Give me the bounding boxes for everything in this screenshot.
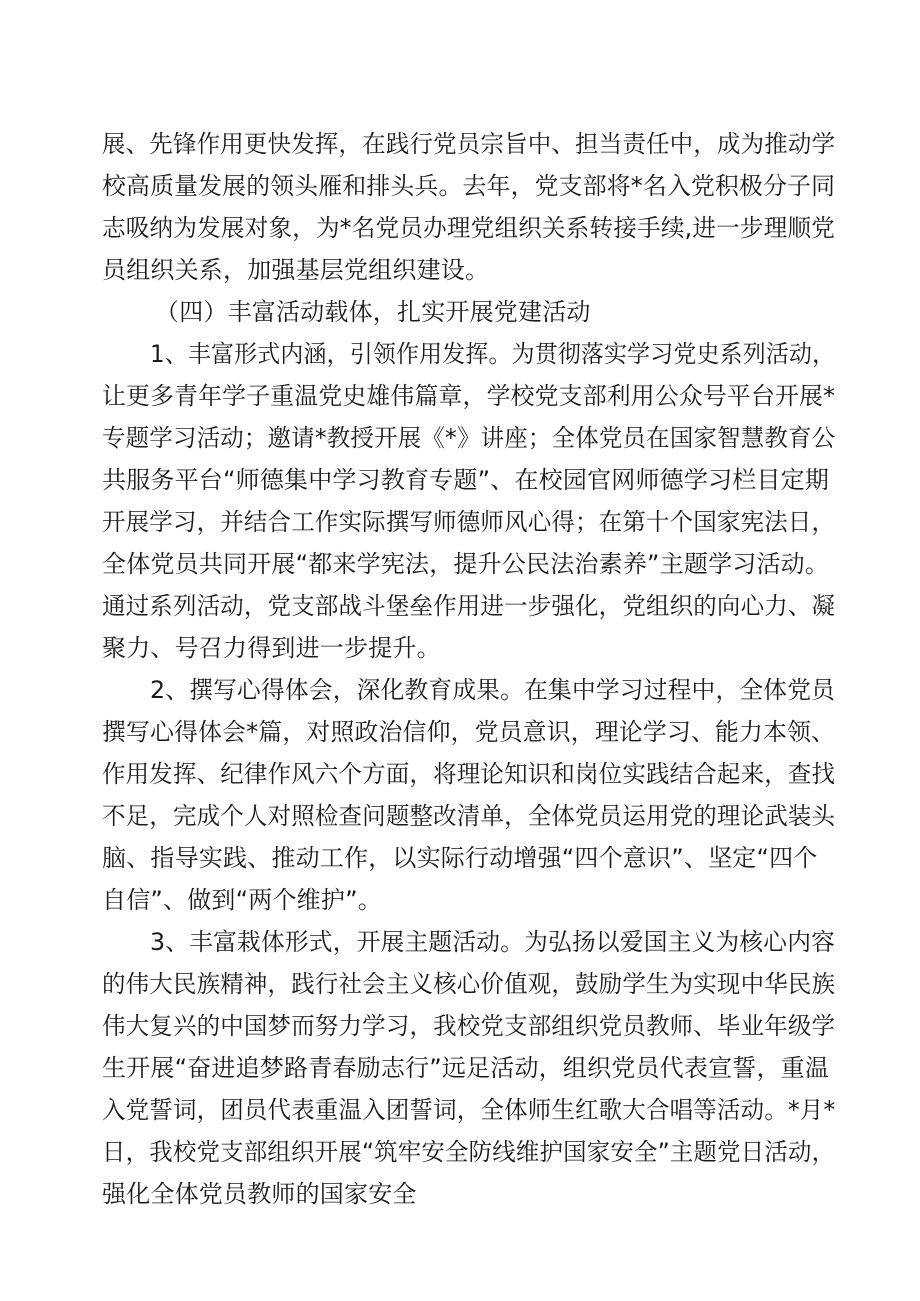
text-line: 专题学习活动；邀请*教授开展《*》讲座；全体党员在国家智慧教育公 [102,424,836,452]
text-line: 伟大复兴的中国梦而努力学习，我校党支部组织党员教师、毕业年级学 [102,1012,836,1040]
text-line: 校高质量发展的领头雁和排头兵。去年，党支部将*名入党积极分子同 [102,172,836,200]
text-line: 不足，完成个人对照检查问题整改清单，全体党员运用党的理论武装头 [102,802,836,830]
text-line: 撰写心得体会*篇，对照政治信仰，党员意识，理论学习、能力本领、 [102,718,836,746]
text-line: 脑、指导实践、推动工作，以实际行动增强“四个意识”、坚定“四个 [102,844,818,872]
text-line: 员组织关系，加强基层党组织建设。 [102,256,490,284]
text-line: 共服务平台“师德集中学习教育专题”、在校园官网师德学习栏目定期 [102,466,830,494]
text-line: 入党誓词，团员代表重温入团誓词，全体师生红歌大合唱等活动。*月* [102,1096,836,1124]
text-line: 日，我校党支部组织开展“筑牢安全防线维护国家安全”主题党日活动， [102,1138,836,1166]
text-line: 作用发挥、纪律作风六个方面，将理论知识和岗位实践结合起来，查找 [102,760,836,788]
text-line: 开展学习，并结合工作实际撰写师德师风心得；在第十个国家宪法日， [102,508,836,536]
paragraph-start: 3、丰富栽体形式，开展主题活动。为弘扬以爱国主义为核心内容 [150,928,836,956]
section-heading: （四）丰富活动载体，扎实开展党建活动 [155,298,591,326]
paragraph-start: 1、丰富形式内涵，引领作用发挥。为贯彻落实学习党史系列活动， [150,340,836,368]
paragraph-start: 2、撰写心得体会，深化教育成果。在集中学习过程中，全体党员 [150,676,836,704]
text-line: 展、先锋作用更快发挥，在践行党员宗旨中、担当责任中，成为推动学 [102,130,836,158]
text-line: 聚力、号召力得到进一步提升。 [102,634,441,662]
text-line: 全体党员共同开展“都来学宪法，提升公民法治素养”主题学习活动。 [102,550,830,578]
text-line: 自信”、做到“两个维护”。 [102,886,382,914]
text-line: 生开展“奋进追梦路青春励志行”远足活动，组织党员代表宣誓，重温 [102,1054,830,1082]
text-line: 强化全体党员教师的国家安全 [102,1180,417,1208]
text-line: 让更多青年学子重温党史雄伟篇章，学校党支部利用公众号平台开展* [102,382,836,410]
text-line: 通过系列活动，党支部战斗堡垒作用进一步强化，党组织的向心力、凝 [102,592,836,620]
text-line: 的伟大民族精神，践行社会主义核心价值观，鼓励学生为实现中华民族 [102,970,836,998]
text-line: 志吸纳为发展对象，为*名党员办理党组织关系转接手续,进一步理顺党 [102,214,836,242]
